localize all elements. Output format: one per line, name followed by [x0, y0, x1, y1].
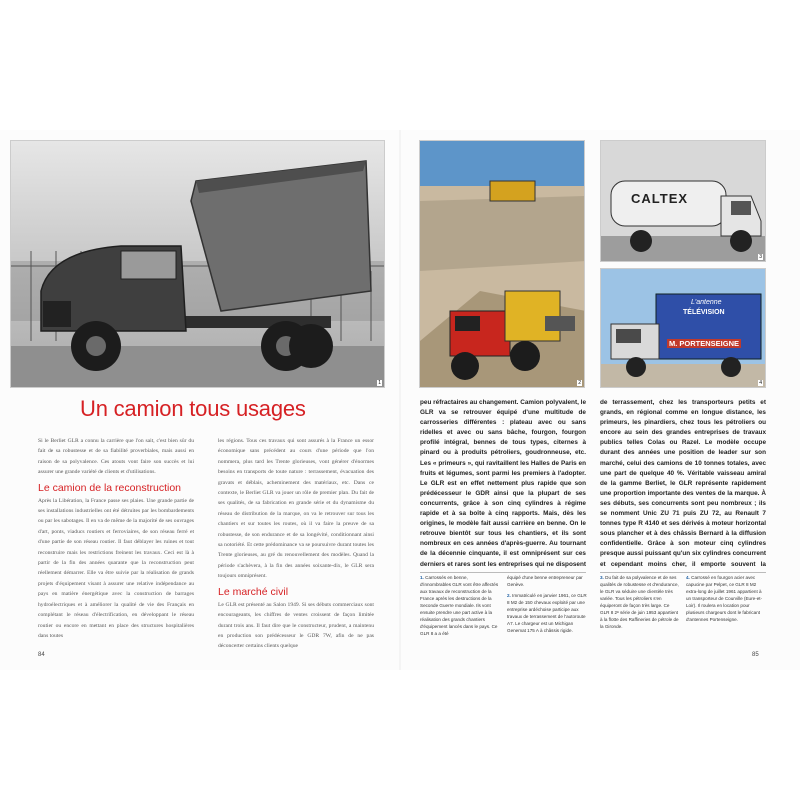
page-number-left: 84	[38, 652, 45, 658]
caption-1-continued	[507, 574, 587, 590]
column-2-text-a: les régions. Tous ces travaux qui sont assurés à la France un essor économique sans précédent au cours d'une période que l'on nommera, plus tard les Trente glorieuses, vont générer d'énormes besoins en transports de toute nature : terrassement, évacuation des gravats et déblais, acheminement des matériaux, etc. Dans ce contexte, le Berliet GLR va jouer un rôle de premier plan. Du fait de ses qualités, de sa fabrication en grande série et du dynamisme du réseau de distribution de la marque, on va le retrouver sur tous les chantiers et sur toutes les routes, où il va faire la preuve de sa robustesse, de son endurance et de sa longévité, conditionnant ainsi sa notoriété. Et cette prédominance va se poursuivre durant toutes les Trente glorieuses, au gré du renouvellement des modèles. Quand la période s'achèvera, à la fin des années soixante-dix, le GLR sera toujours omniprésent.	[218, 438, 374, 580]
section-reconstruction-text: Après la Libération, la France passe ses plaies. Une grande partie de ses installations industrielles ont été détruites par les bombardements ou par les sabotages. Il en va de même de la majorité de ses ouvrages d'art, ponts, viaducs routiers et ferroviaires, de son réseau ferré et d'une partie de son réseau routier. Il faut déblayer les ruines et tout reconstruire mais les restrictions freinent les travaux. Ceci est là à partir de la fin des années quarante que la reconstruction peut réellement démarrer. Elle va être suivie par la réalisation de grands projets d'équipement visant à assurer une relative indépendance au pays en matière énergétique avec la construction de barrages hydroélectriques et à améliorer la qualité de vie des Français en complétant le réseau d'électrification, en développant le réseau routier ou encore en mettant en place des structures hospitalières dans toutes	[38, 497, 194, 639]
caption-text: Carrossé en fourgon acier avec capucine par Pelpet, ce GLR 8 M2 extra-long de juillet 1961 appartient à un transporteur de Courville (Eure-et-Loir). Il roulera en location pour plusieurs chargeurs dont le fabricant d'antennes Portenseigne.	[686, 575, 763, 622]
book-gutter	[399, 130, 401, 670]
caption-rule-right	[600, 572, 766, 573]
caption-2	[507, 592, 587, 644]
caption-1	[420, 574, 500, 644]
caption-3	[600, 574, 680, 644]
caltex-sign: CALTEX	[631, 191, 689, 206]
caption-number: 4.	[686, 575, 690, 580]
intro-paragraph: Si le Berliet GLR a connu la carrière que l'on sait, c'est bien sûr du fait de sa robustesse et de sa fiabilité proverbiales, mais aussi en raison de sa polyvalence. Ces atouts vont faire son succès et lui assurer une grande variété de clients et d'utilisations.	[38, 438, 194, 476]
article-title: Un camion tous usages	[80, 396, 306, 421]
van-sign-line3: M. PORTENSEIGNE	[669, 339, 740, 348]
page-number-right: 85	[752, 652, 759, 658]
van-illustration	[601, 269, 766, 388]
caption-number: 3.	[600, 575, 604, 580]
column-3: peu réfractaires au changement. Camion polyvalent, le GLR va se retrouver équipé d'une multitude de carrosseries différentes : plateau avec ou sans ridelles et avec ou sans bâche, fourgon, fourgon profilé intégral, bennes de tous types, citernes à pinard ou à produits pétroliers, goudronneuse, etc. Les « primeurs », qui ravitaillent les Halles de Paris en fruits et légumes, sont parmi les premiers à l'adopter. Le GLR est en effet nettement plus rapide que son prédécesseur le GDR ainsi que la plupart de ses concurrents, grâce à son cinq cylindres à régime rapide et à sa boîte à cinq rapports. Mais, dès les origines, le modèle fait aussi carrière en benne. On le retrouve bientôt sur tous les chantiers, et ils sont nombreux en ces années d'après-guerre. Au tournant de la décennie cinquante, il est omniprésent sur ces derniers et rares sont les entreprises qui ne disposent	[420, 399, 586, 568]
photo-caltex-tanker	[600, 140, 766, 262]
dump-truck-illustration	[11, 141, 385, 388]
caption-number: 2.	[507, 593, 511, 598]
column-1	[38, 436, 194, 648]
caption-rule-left	[420, 572, 586, 573]
column-4: de terrassement, chez les transporteurs petits et grands, en régional comme en longue distance, les primeurs, les pinardiers, chez tous les pétroliers ou encore au sein des grandes entreprises de travaux publics telles Colas ou Razel. Le modèle occupe durant des années une position de leader sur son marché, celui des camions de 10 tonnes totales, avec une part de quelque 40 %. Véritable vaisseau amiral de la gamme Berliet, le GLR représente rapidement une proportion importante des ventes de la marque. À ses débuts, ses concurrents sont peu nombreux ; ils se nomment Unic ZU 71 puis ZU 72, au Renault 7 tonnes type R 4140 et ses dérivés à moteur horizontal sous plancher et à des châssis Bernard à la diffusion confidentielle. Grâce à son moteur cinq cylindres presque aussi puissant qu'un six cylindres concurrent et cependant moins cher, il emporte souvent la	[600, 399, 766, 568]
caption-text: Carrossés en benne, d'innombrables GLR vont être affectés aux travaux de reconstruction de la France après les destructions de la Seconde Guerre mondiale. Ils vont ensuite prendre une part active à la réalisation des grands chantiers d'équipement lancés dans le pays. Ce GLR 8 a a été	[420, 575, 499, 636]
photo-number: 1	[378, 380, 381, 386]
quarry-illustration	[420, 141, 585, 388]
caption-text: Immatriculé en janvier 1961, ce GLR 8 M2 de 150 chevaux exploité par une entreprise ardéchoise participe aux travaux de terrassement de l'autoroute A7. Le chargeur est un Michigan Genemat 175 A à châssis rigide.	[507, 593, 587, 633]
photo-number: 4	[759, 380, 762, 386]
photo-dump-truck	[10, 140, 385, 388]
photo-number: 2	[578, 380, 581, 386]
photo-number: 3	[759, 254, 762, 260]
caption-text: équipé d'une benne entrepreneur par Genève.	[507, 575, 583, 587]
van-sign-line2: TÉLÉVISION	[683, 309, 725, 316]
column-2	[218, 436, 374, 648]
caption-4	[686, 574, 766, 644]
section-heading-marche-civil: Le marché civil	[218, 585, 289, 598]
column-2-text-b: Le GLR est présenté au Salon 1949. Si ses débuts commerciaux sont encourageants, les chiffres de ventes croissent de façon limitée durant trois ans. Il faut dire que le constructeur, prudent, a maintenu en production son prédécesseur le GDR 7W, afin de ne pas déconcerter certains clients quelque	[218, 601, 374, 648]
photo-quarry-loader	[419, 140, 585, 388]
section-heading-reconstruction: Le camion de la reconstruction	[38, 481, 181, 494]
van-sign-line1: L'antenne	[691, 299, 722, 306]
photo-portenseigne-van	[600, 268, 766, 388]
caption-number: 1.	[420, 575, 424, 580]
caption-text: Du fait de sa polyvalence et de ses qualités de robustesse et d'endurance, le GLR va séduire une clientèle très variée. Tous les pétroliers s'en équiperont de façon très large. Ce GLR 8 2ᵉ série de juin 1953 appartient à la flotte des Raffineries de pétrole de la Gironde.	[600, 575, 679, 629]
